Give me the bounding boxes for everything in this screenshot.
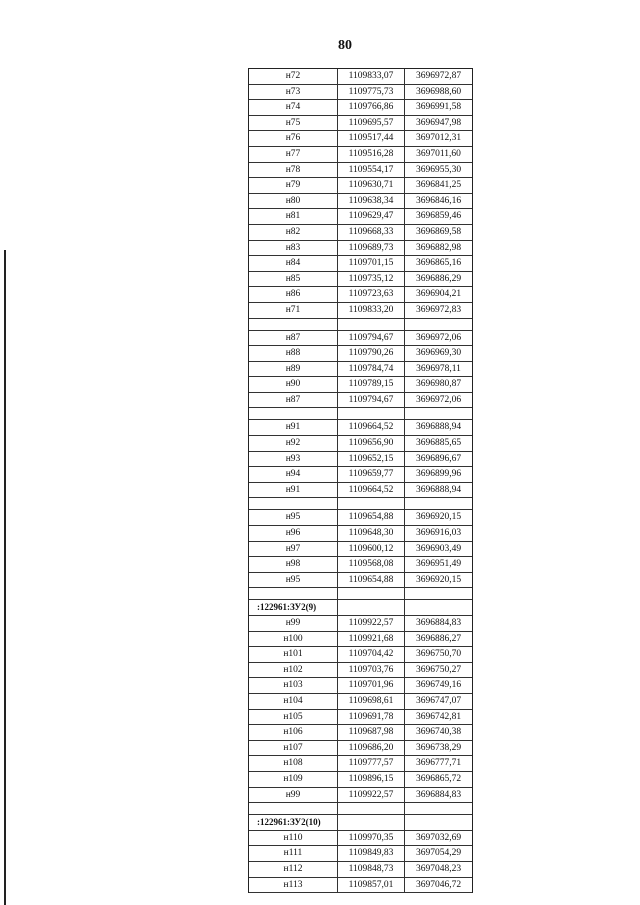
blank-row — [249, 803, 472, 815]
table-row — [249, 862, 472, 878]
x-coordinate-cell: 1109656,90 — [338, 436, 405, 451]
x-coordinate-cell: 1109922,57 — [338, 616, 405, 631]
y-coordinate-cell: 3696865,16 — [415, 258, 462, 269]
x-coordinate-cell: 1109857,01 — [338, 878, 405, 893]
x-coordinate-cell: 1109921,68 — [338, 632, 405, 647]
y-coordinate-cell: 3696742,81 — [415, 711, 462, 722]
point-id-cell: н103 — [249, 678, 338, 693]
table-row — [249, 663, 472, 679]
table-row — [249, 557, 472, 573]
table-row — [249, 85, 472, 101]
x-coordinate-cell: 1109654,88 — [338, 573, 405, 588]
x-coordinate-cell: 1109794,67 — [338, 393, 405, 408]
x-coordinate-cell: 1109695,57 — [338, 116, 405, 131]
y-coordinate-cell: 3696738,29 — [415, 742, 462, 753]
parcel-header-row — [249, 600, 472, 616]
y-coordinate-cell — [405, 815, 472, 830]
point-id-cell — [249, 408, 338, 419]
y-coordinate-cell: 3696886,27 — [415, 633, 462, 644]
x-coordinate-cell — [338, 319, 405, 330]
point-id-cell: н91 — [249, 483, 338, 498]
x-coordinate-cell — [338, 588, 405, 599]
point-id-cell: н106 — [249, 725, 338, 740]
table-row — [249, 542, 472, 558]
table-row — [249, 100, 472, 116]
x-coordinate-cell: 1109970,35 — [338, 831, 405, 846]
x-coordinate-cell: 1109777,57 — [338, 756, 405, 771]
x-coordinate-cell: 1109516,28 — [338, 147, 405, 162]
x-coordinate-cell: 1109652,15 — [338, 452, 405, 467]
point-id-cell: н102 — [249, 663, 338, 678]
x-coordinate-cell: 1109849,83 — [338, 846, 405, 861]
table-row — [249, 116, 472, 132]
point-id-cell: н111 — [249, 846, 338, 861]
point-id-cell: н87 — [249, 331, 338, 346]
y-coordinate-cell: 3696747,07 — [415, 695, 462, 706]
x-coordinate-cell: 1109848,73 — [338, 862, 405, 877]
x-coordinate-cell: 1109735,12 — [338, 272, 405, 287]
table-row — [249, 393, 472, 409]
x-coordinate-cell: 1109701,15 — [338, 256, 405, 271]
x-coordinate-cell: 1109896,15 — [338, 772, 405, 787]
y-coordinate-cell: 3696904,21 — [415, 289, 462, 300]
y-coordinate-cell: 3696972,83 — [415, 304, 462, 315]
x-coordinate-cell: 1109790,26 — [338, 346, 405, 361]
y-coordinate-cell: 3696903,49 — [415, 543, 462, 554]
y-coordinate-cell: 3696972,06 — [415, 332, 462, 343]
y-coordinate-cell: 3697054,29 — [415, 848, 462, 859]
y-coordinate-cell: 3696969,30 — [415, 348, 462, 359]
table-row — [249, 526, 472, 542]
y-coordinate-cell — [405, 588, 472, 599]
y-coordinate-cell — [405, 600, 472, 615]
table-row — [249, 831, 472, 847]
point-id-cell — [249, 498, 338, 509]
x-coordinate-cell: 1109766,86 — [338, 100, 405, 115]
point-id-cell: н93 — [249, 452, 338, 467]
point-id-cell: н113 — [249, 878, 338, 893]
y-coordinate-cell: 3696920,15 — [415, 574, 462, 585]
table-row — [249, 178, 472, 194]
point-id-cell: н75 — [249, 116, 338, 131]
point-id-cell: н79 — [249, 178, 338, 193]
table-row — [249, 467, 472, 483]
x-coordinate-cell: 1109659,77 — [338, 467, 405, 482]
x-coordinate-cell: 1109638,34 — [338, 194, 405, 209]
y-coordinate-cell: 3696947,98 — [415, 117, 462, 128]
y-coordinate-cell — [405, 319, 472, 330]
table-row — [249, 678, 472, 694]
table-row — [249, 147, 472, 163]
point-id-cell: н107 — [249, 741, 338, 756]
x-coordinate-cell: 1109686,20 — [338, 741, 405, 756]
point-id-cell: н98 — [249, 557, 338, 572]
y-coordinate-cell: 3697046,72 — [415, 879, 462, 890]
x-coordinate-cell: 1109664,52 — [338, 483, 405, 498]
table-row — [249, 420, 472, 436]
table-row — [249, 362, 472, 378]
table-row — [249, 346, 472, 362]
table-row — [249, 287, 472, 303]
y-coordinate-cell: 3696991,58 — [415, 102, 462, 113]
point-id-cell: н71 — [249, 303, 338, 318]
point-id-cell — [249, 588, 338, 599]
y-coordinate-cell: 3696980,87 — [415, 379, 462, 390]
point-id-cell: н112 — [249, 862, 338, 877]
y-coordinate-cell: 3696972,87 — [415, 71, 462, 81]
point-id-cell: н100 — [249, 632, 338, 647]
point-id-cell: н88 — [249, 346, 338, 361]
x-coordinate-cell: 1109723,63 — [338, 287, 405, 302]
x-coordinate-cell — [338, 600, 405, 615]
table-row — [249, 756, 472, 772]
y-coordinate-cell: 3696740,38 — [415, 727, 462, 738]
point-id-cell: н72 — [249, 69, 338, 84]
y-coordinate-cell: 3696972,06 — [415, 394, 462, 405]
y-coordinate-cell: 3697048,23 — [415, 863, 462, 874]
table-row — [249, 483, 472, 499]
table-row — [249, 256, 472, 272]
point-id-cell: н73 — [249, 85, 338, 100]
point-id-cell: н86 — [249, 287, 338, 302]
point-id-cell: н80 — [249, 194, 338, 209]
y-coordinate-cell: 3696846,16 — [415, 195, 462, 206]
y-coordinate-cell: 3697032,69 — [415, 832, 462, 843]
y-coordinate-cell: 3696750,27 — [415, 664, 462, 675]
point-id-cell: н95 — [249, 510, 338, 525]
parcel-header-row — [249, 815, 472, 831]
y-coordinate-cell: 3696859,46 — [415, 211, 462, 222]
point-id-cell: н81 — [249, 209, 338, 224]
point-id-cell: н76 — [249, 131, 338, 146]
y-coordinate-cell: 3696749,16 — [415, 680, 462, 691]
point-id-cell: н109 — [249, 772, 338, 787]
y-coordinate-cell: 3696888,94 — [415, 484, 462, 495]
table-row — [249, 694, 472, 710]
y-coordinate-cell: 3696920,15 — [415, 512, 462, 523]
point-id-cell: н74 — [249, 100, 338, 115]
x-coordinate-cell — [338, 803, 405, 814]
blank-row — [249, 498, 472, 510]
point-id-cell: н91 — [249, 420, 338, 435]
table-row — [249, 209, 472, 225]
x-coordinate-cell: 1109664,52 — [338, 420, 405, 435]
x-coordinate-cell: 1109517,44 — [338, 131, 405, 146]
y-coordinate-cell: 3696841,25 — [415, 180, 462, 191]
y-coordinate-cell: 3696978,11 — [416, 363, 461, 374]
x-coordinate-cell: 1109568,08 — [338, 557, 405, 572]
table-row — [249, 241, 472, 257]
blank-row — [249, 408, 472, 420]
table-row — [249, 377, 472, 393]
y-coordinate-cell: 3696888,94 — [415, 422, 462, 433]
y-coordinate-cell — [405, 803, 472, 814]
x-coordinate-cell: 1109689,73 — [338, 241, 405, 256]
x-coordinate-cell: 1109554,17 — [338, 163, 405, 178]
point-id-cell: н108 — [249, 756, 338, 771]
table-row — [249, 225, 472, 241]
point-id-cell: н82 — [249, 225, 338, 240]
y-coordinate-cell: 3696865,72 — [415, 773, 462, 784]
point-id-cell: н101 — [249, 647, 338, 662]
x-coordinate-cell — [338, 408, 405, 419]
x-coordinate-cell: 1109691,78 — [338, 710, 405, 725]
y-coordinate-cell: 3696886,29 — [415, 273, 462, 284]
table-row — [249, 725, 472, 741]
table-row — [249, 741, 472, 757]
point-id-cell: :122961:ЗУ2(9) — [249, 600, 338, 615]
point-id-cell: н105 — [249, 710, 338, 725]
x-coordinate-cell: 1109687,98 — [338, 725, 405, 740]
x-coordinate-cell: 1109775,73 — [338, 85, 405, 100]
table-row — [249, 846, 472, 862]
x-coordinate-cell: 1109701,96 — [338, 678, 405, 693]
table-row — [249, 272, 472, 288]
scan-edge-line — [4, 250, 6, 905]
table-row — [249, 194, 472, 210]
x-coordinate-cell: 1109703,76 — [338, 663, 405, 678]
x-coordinate-cell: 1109654,88 — [338, 510, 405, 525]
x-coordinate-cell — [338, 498, 405, 509]
point-id-cell: н94 — [249, 467, 338, 482]
point-id-cell: н99 — [249, 788, 338, 803]
point-id-cell: н90 — [249, 377, 338, 392]
y-coordinate-cell: 3696882,98 — [415, 242, 462, 253]
point-id-cell: н78 — [249, 163, 338, 178]
table-row — [249, 616, 472, 632]
point-id-cell: н77 — [249, 147, 338, 162]
x-coordinate-cell: 1109784,74 — [338, 362, 405, 377]
y-coordinate-cell — [405, 408, 472, 419]
table-row — [249, 788, 472, 804]
table-row — [249, 331, 472, 347]
blank-row — [249, 588, 472, 600]
x-coordinate-cell: 1109704,42 — [338, 647, 405, 662]
table-row — [249, 69, 472, 85]
table-row — [249, 878, 472, 894]
table-row — [249, 632, 472, 648]
x-coordinate-cell: 1109922,57 — [338, 788, 405, 803]
point-id-cell: :122961:ЗУ2(10) — [249, 815, 338, 830]
x-coordinate-cell: 1109630,71 — [338, 178, 405, 193]
x-coordinate-cell — [338, 815, 405, 830]
y-coordinate-cell: 3696896,67 — [415, 453, 462, 464]
y-coordinate-cell: 3696869,58 — [415, 226, 462, 237]
point-id-cell: н95 — [249, 573, 338, 588]
y-coordinate-cell: 3696884,83 — [415, 789, 462, 800]
point-id-cell: н97 — [249, 542, 338, 557]
x-coordinate-cell: 1109600,12 — [338, 542, 405, 557]
y-coordinate-cell: 3696885,65 — [415, 438, 462, 449]
table-row — [249, 772, 472, 788]
y-coordinate-cell: 3697012,31 — [415, 133, 462, 144]
table-row — [249, 163, 472, 179]
x-coordinate-cell: 1109833,20 — [338, 303, 405, 318]
y-coordinate-cell: 3696899,96 — [415, 469, 462, 480]
y-coordinate-cell: 3696955,30 — [415, 164, 462, 175]
y-coordinate-cell: 3696951,49 — [415, 559, 462, 570]
y-coordinate-cell: 3697011,60 — [416, 148, 461, 159]
x-coordinate-cell: 1109698,61 — [338, 694, 405, 709]
point-id-cell: н96 — [249, 526, 338, 541]
table-row — [249, 452, 472, 468]
y-coordinate-cell: 3696988,60 — [415, 86, 462, 97]
y-coordinate-cell — [405, 498, 472, 509]
x-coordinate-cell: 1109789,15 — [338, 377, 405, 392]
table-row — [249, 303, 472, 319]
y-coordinate-cell: 3696916,03 — [415, 528, 462, 539]
x-coordinate-cell: 1109648,30 — [338, 526, 405, 541]
blank-row — [249, 319, 472, 331]
y-coordinate-cell: 3696750,70 — [415, 649, 462, 660]
point-id-cell: н83 — [249, 241, 338, 256]
table-row — [249, 573, 472, 589]
point-id-cell — [249, 319, 338, 330]
point-id-cell: н110 — [249, 831, 338, 846]
point-id-cell: н99 — [249, 616, 338, 631]
y-coordinate-cell: 3696884,83 — [415, 618, 462, 628]
x-coordinate-cell: 1109668,33 — [338, 225, 405, 240]
x-coordinate-cell: 1109794,67 — [338, 331, 405, 346]
point-id-cell: н104 — [249, 694, 338, 709]
x-coordinate-cell: 1109833,07 — [338, 69, 405, 84]
page-number: 80 — [338, 38, 352, 53]
table-row — [249, 710, 472, 726]
x-coordinate-cell: 1109629,47 — [338, 209, 405, 224]
point-id-cell: н85 — [249, 272, 338, 287]
point-id-cell — [249, 803, 338, 814]
y-coordinate-cell: 3696777,71 — [415, 758, 462, 769]
coordinates-table — [248, 68, 473, 893]
table-row — [249, 647, 472, 663]
point-id-cell: н84 — [249, 256, 338, 271]
table-row — [249, 510, 472, 526]
point-id-cell: н92 — [249, 436, 338, 451]
table-row — [249, 436, 472, 452]
point-id-cell: н89 — [249, 362, 338, 377]
point-id-cell: н87 — [249, 393, 338, 408]
table-row — [249, 131, 472, 147]
